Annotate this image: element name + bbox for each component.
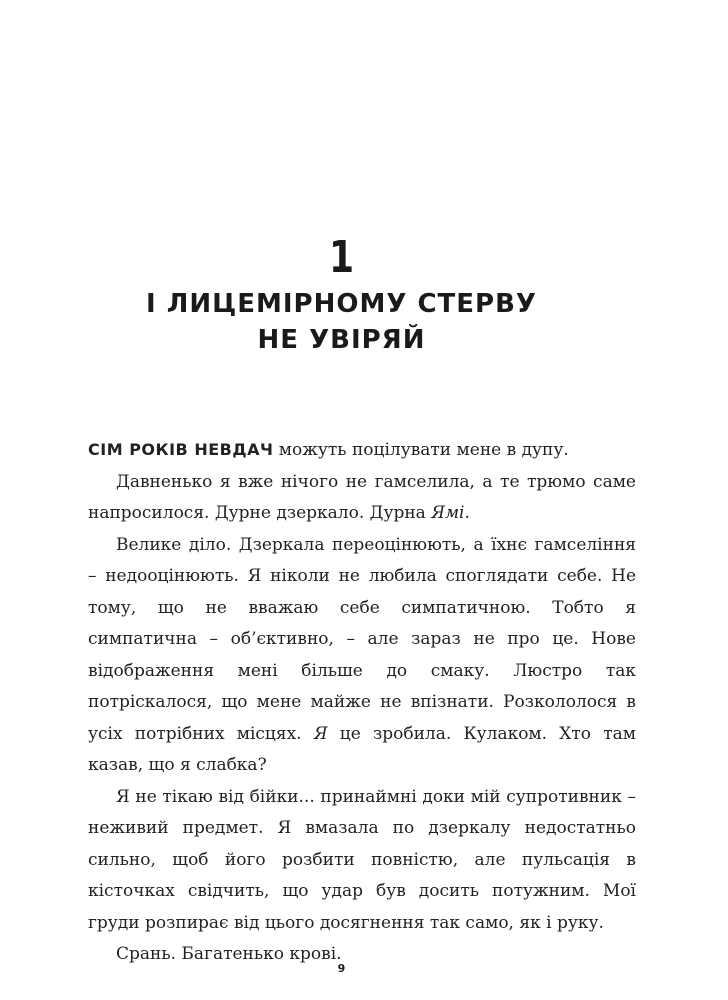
lead-in: СІМ РОКІВ НЕВДАЧ <box>88 440 274 459</box>
paragraph-3-text: Велике діло. Дзеркала переоцінюють, а їхнє гамсеління – недооцінюють. Я ніколи не любила споглядати себе. Не тому, що не вважаю себе симпатичною. Тобто я симпатична – об’єктивно, – але зараз не про це. Нове відображення мені більше до смаку. Люстро так потріскалося, що мене майже не впізнати. Розкололося в усіх потрібних місцях. <box>88 534 636 744</box>
paragraph-5: Срань. Багатенько крові. <box>116 944 342 964</box>
paragraph-3-italic: Я <box>313 723 328 744</box>
paragraph-2-text: Давненько я вже нічого не гамселила, а те трюмо саме напросилося. Дурне дзеркало. Дурна <box>88 471 636 523</box>
paragraph-3 <box>88 530 636 782</box>
body-text <box>88 434 636 971</box>
chapter-title <box>0 286 683 358</box>
paragraph-4: Я не тікаю від бійки... принаймні доки мій супротивник – неживий предмет. Я вмазала по дзеркалу недостатньо сильно, щоб його розбити повністю, але пульсація в кісточках свідчить, що удар був досить потужним. Мої груди розпирає від цього досягнення так само, як і руку. <box>88 786 636 933</box>
paragraph-2-italic: Ямі <box>431 503 465 523</box>
paragraph-1-text: можуть поцілувати мене в дупу. <box>273 440 569 460</box>
paragraph-1 <box>88 434 636 467</box>
paragraph-2-end: . <box>464 503 470 523</box>
chapter-number: 1 <box>328 232 355 283</box>
chapter-title-line-2: НЕ УВІРЯЙ <box>257 325 426 355</box>
paragraph-2 <box>88 467 636 530</box>
chapter-title-line-1: І ЛИЦЕМІРНОМУ СТЕРВУ <box>146 289 537 319</box>
page-number: 9 <box>337 962 346 975</box>
paragraph-3-end: це зробила. Кулаком. Хто там казав, що я слабка? <box>88 723 636 775</box>
